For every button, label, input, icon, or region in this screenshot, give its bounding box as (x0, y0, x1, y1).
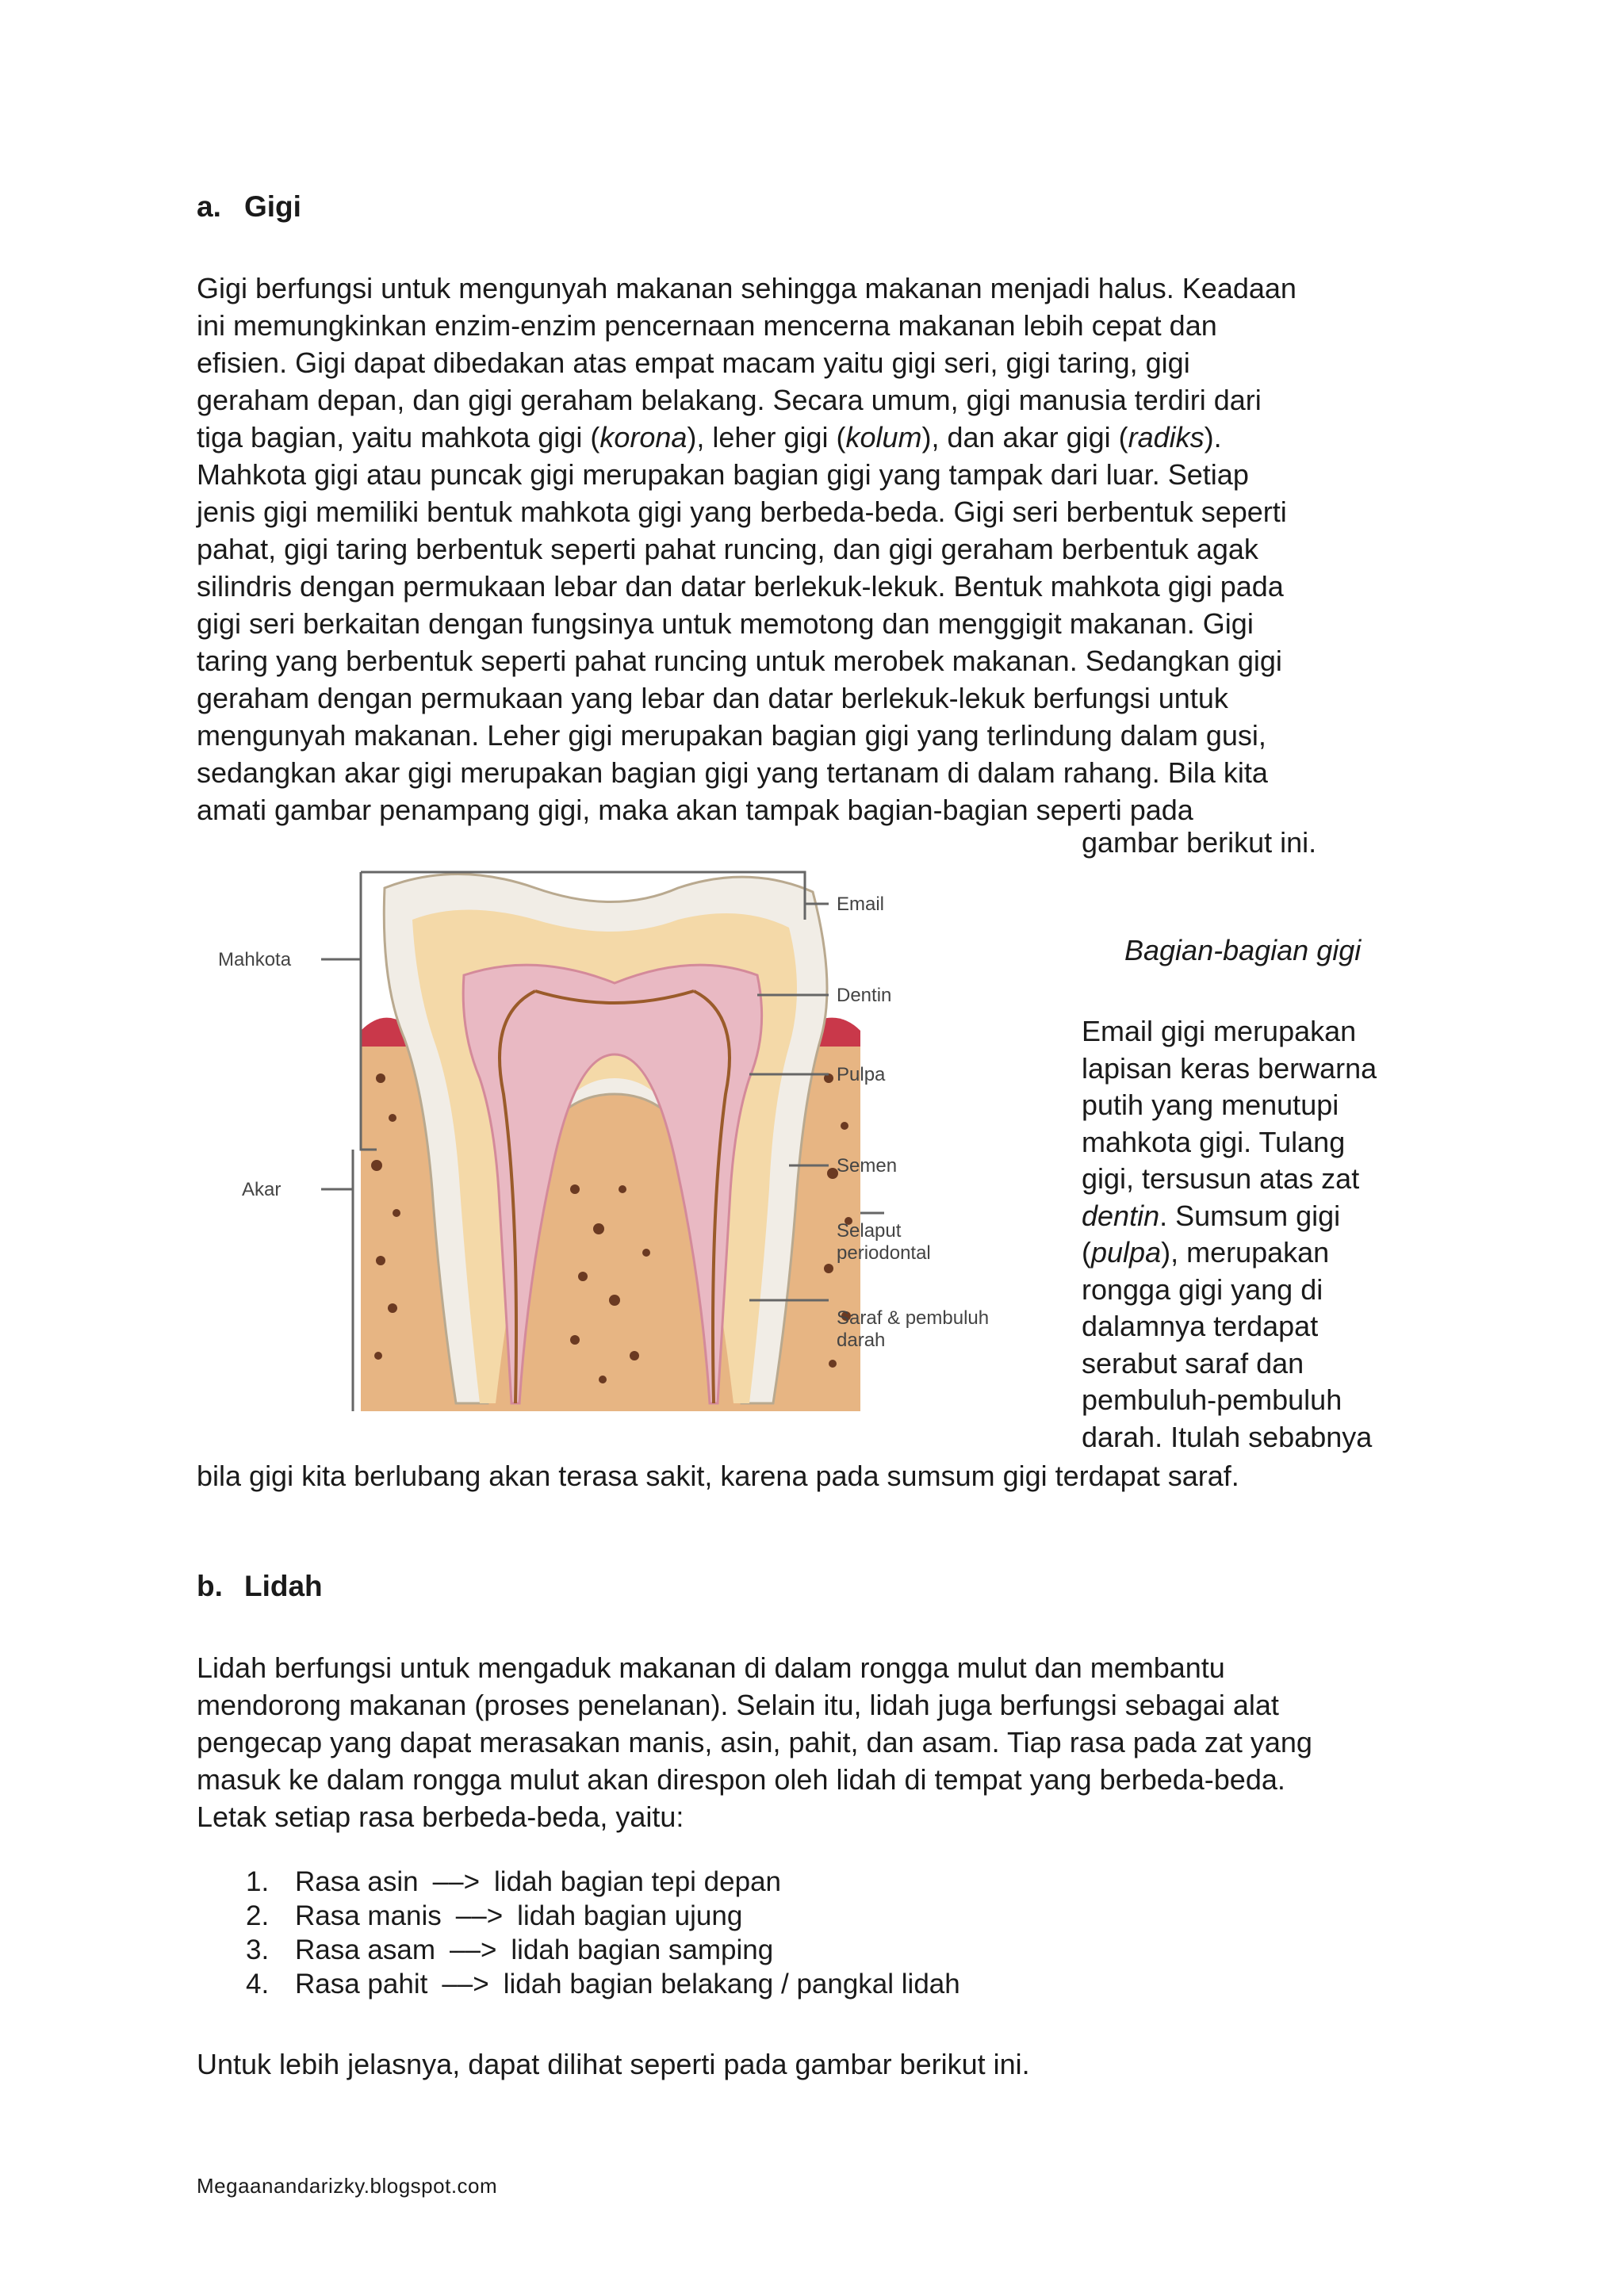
text-line: amati gambar penampang gigi, maka akan tampak bagian-bagian seperti pada (197, 794, 1193, 826)
label-mahkota: Mahkota (218, 949, 292, 970)
label-pulpa: Pulpa (837, 1064, 886, 1085)
text-line: pahat, gigi taring berbentuk seperti pahat runcing, dan gigi geraham berbentuk agak (197, 533, 1258, 565)
text-line: silindris dengan permukaan lebar dan datar berlekuk-lekuk. Bentuk mahkota gigi pada (197, 570, 1284, 603)
term-kolum: kolum (845, 421, 922, 453)
term-dentin: dentin (1082, 1199, 1160, 1232)
text-line: tiga bagian, yaitu mahkota gigi (korona), leher gigi (kolum), dan akar gigi (radiks). (197, 421, 1222, 453)
text-line: efisien. Gigi dapat dibedakan atas empat macam yaitu gigi seri, gigi taring, gigi (197, 346, 1190, 379)
text-line: Gigi berfungsi untuk mengunyah makanan sehingga makanan menjadi halus. Keadaan (197, 272, 1297, 304)
text-line: mengunyah makanan. Leher gigi merupakan bagian gigi yang terlindung dalam gusi, (197, 719, 1266, 752)
text-line: taring yang berbentuk seperti pahat runcing untuk merobek makanan. Sedangkan gigi (197, 645, 1282, 677)
section-b-heading (197, 1570, 323, 1603)
text-line: sedangkan akar gigi merupakan bagian gigi yang tertanam di dalam rahang. Bila kita (197, 756, 1268, 789)
label-saraf-2: darah (837, 1330, 886, 1351)
section-b-paragraph (197, 1649, 1434, 1835)
label-email: Email (837, 894, 885, 915)
section-a-number: a. (197, 190, 221, 223)
list-item: 4. Rasa pahit ––> lidah bagian belakang / pangkal lidah (246, 1969, 960, 1999)
list-item: 3. Rasa asam ––> lidah bagian samping (246, 1934, 774, 1965)
list-item: 2. Rasa manis ––> lidah bagian ujung (246, 1900, 743, 1931)
section-a-title: Gigi (244, 190, 301, 223)
tooth-cross-section-figure (202, 856, 1059, 1411)
text-line: Mahkota gigi atau puncak gigi merupakan bagian gigi yang tampak dari luar. Setiap (197, 458, 1249, 491)
section-a-side-paragraph: Email gigi merupakan lapisan keras berwarna putih yang menutupi mahkota gigi. Tulang gigi, tersusun atas zat dentin. Sumsum gigi (pulpa), merupakan rongga gigi yang di dalamnya terdapat serabut saraf dan pembuluh-pembuluh darah. Itulah sebabnya (1082, 1015, 1377, 1453)
label-akar: Akar (242, 1179, 282, 1200)
footer-url: Megaanandarizky.blogspot.com (197, 2174, 498, 2198)
figure-caption: Bagian-bagian gigi (1124, 934, 1362, 966)
label-dentin: Dentin (837, 985, 892, 1006)
text-line: Lidah berfungsi untuk mengaduk makanan di dalam rongga mulut dan membantu (197, 1651, 1225, 1684)
text-line: geraham dengan permukaan yang lebar dan datar berlekuk-lekuk berfungsi untuk (197, 682, 1228, 714)
figure-intro-end: gambar berikut ini. (1082, 826, 1317, 859)
label-selaput-2: periodontal (837, 1242, 931, 1264)
section-a-closing-line: bila gigi kita berlubang akan terasa sakit, karena pada sumsum gigi terdapat saraf. (197, 1460, 1239, 1492)
section-b-title: Lidah (244, 1570, 323, 1602)
text-line: gigi seri berkaitan dengan fungsinya untuk memotong dan menggigit makanan. Gigi (197, 607, 1254, 640)
text-line: pengecap yang dapat merasakan manis, asin, pahit, dan asam. Tiap rasa pada zat yang (197, 1726, 1312, 1758)
text-line: geraham depan, dan gigi geraham belakang. Secara umum, gigi manusia terdiri dari (197, 384, 1262, 416)
text-line: ini memungkinkan enzim-enzim pencernaan mencerna makanan lebih cepat dan (197, 309, 1217, 342)
section-a-heading (197, 190, 301, 224)
term-korona: korona (599, 421, 688, 453)
list-item: 1. Rasa asin ––> lidah bagian tepi depan (246, 1866, 781, 1897)
section-a-paragraph (197, 270, 1434, 828)
taste-list (246, 1865, 960, 2001)
label-selaput-1: Selaput (837, 1220, 902, 1242)
label-saraf-1: Saraf & pembuluh (837, 1307, 990, 1329)
label-semen: Semen (837, 1155, 898, 1177)
term-radiks: radiks (1128, 421, 1205, 453)
term-pulpa: pulpa (1091, 1236, 1162, 1269)
text-line: mendorong makanan (proses penelanan). Selain itu, lidah juga berfungsi sebagai alat (197, 1689, 1279, 1721)
text-line: Letak setiap rasa berbeda-beda, yaitu: (197, 1800, 684, 1833)
section-b-outro: Untuk lebih jelasnya, dapat dilihat seperti pada gambar berikut ini. (197, 2048, 1030, 2080)
section-b-number: b. (197, 1570, 223, 1602)
text-line: jenis gigi memiliki bentuk mahkota gigi yang berbeda-beda. Gigi seri berbentuk seperti (197, 496, 1287, 528)
text-line: masuk ke dalam rongga mulut akan direspon oleh lidah di tempat yang berbeda-beda. (197, 1763, 1285, 1796)
